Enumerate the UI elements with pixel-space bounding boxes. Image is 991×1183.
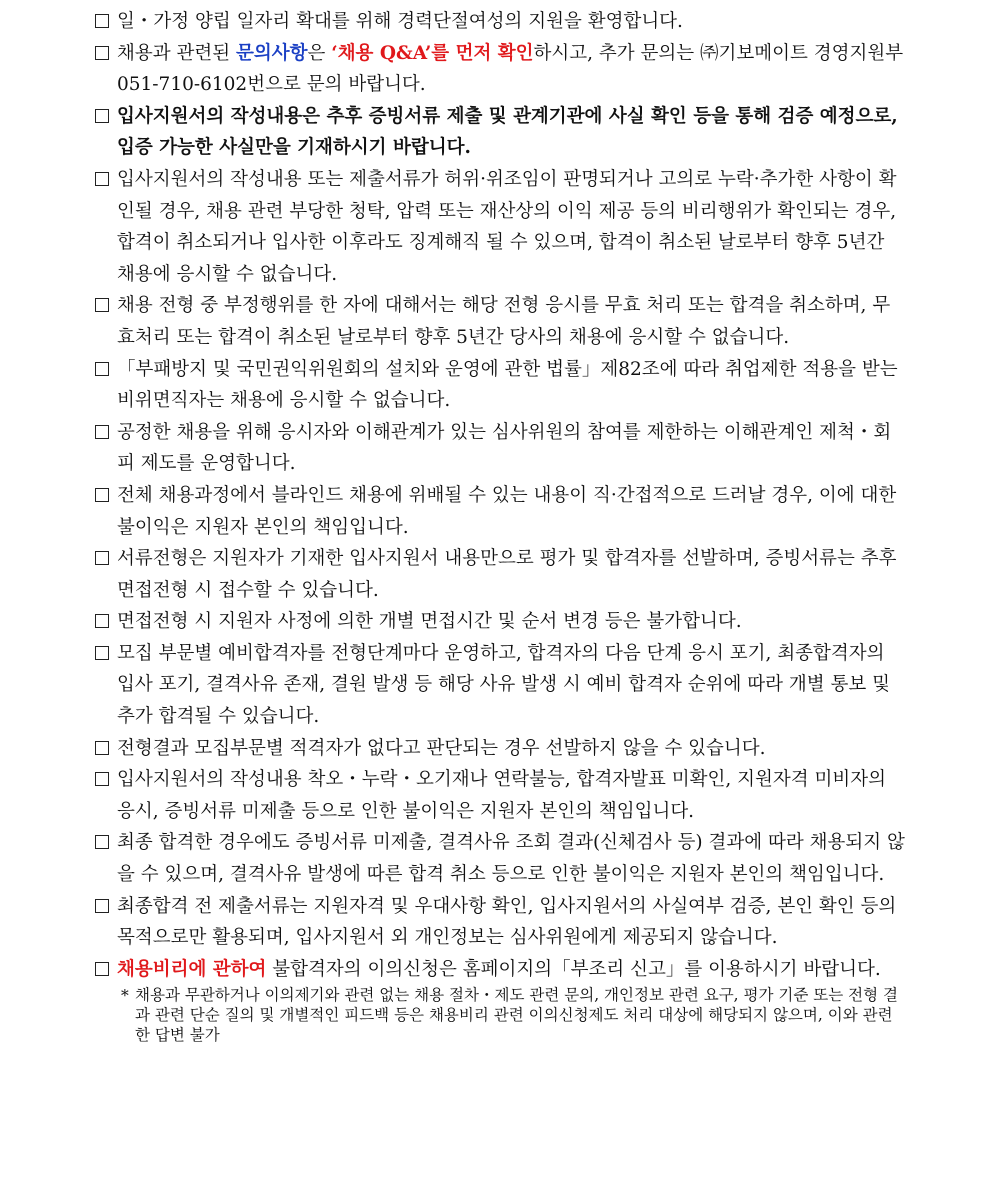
item-text: 「부패방지 및 국민권익위원회의 설치와 운영에 관한 법률」제82조에 따라 취업제한 적용을 받는 비위면직자는 채용에 응시할 수 없습니다.	[117, 358, 898, 412]
recruitment-corruption-highlight: 채용비리에 관하여	[117, 958, 267, 980]
notice-item-9	[95, 543, 905, 606]
notice-item-13	[95, 764, 905, 827]
item-text: 입사지원서의 작성내용 또는 제출서류가 허위·위조임이 판명되거나 고의로 누락·추가한 사항이 확인될 경우, 채용 관련 부당한 청탁, 압력 또는 재산상의 이익 제공 등의 비리행위가 확인되는 경우, 합격이 취소되거나 입사한 이후라도 징계해직 될 수 있으며, 합격이 취소된 날로부터 향후 5년간 채용에 응시할 수 없습니다.	[117, 168, 897, 285]
item-text: 최종 합격한 경우에도 증빙서류 미제출, 결격사유 조회 결과(신체검사 등) 결과에 따라 채용되지 않을 수 있으며, 결격사유 발생에 따른 합격 취소 등으로 인한 불이익은 지원자 본인의 책임입니다.	[117, 832, 905, 886]
checkbox-icon	[95, 298, 109, 312]
checkbox-icon	[95, 362, 109, 376]
notice-item-5	[95, 290, 905, 353]
notice-item-11	[95, 638, 905, 733]
notice-item-8	[95, 480, 905, 543]
footnote-text: 채용과 무관하거나 이의제기와 관련 없는 채용 절차・제도 관련 문의, 개인정보 관련 요구, 평가 기준 또는 전형 결과 관련 단순 질의 및 개별적인 피드백 등은 채용비리 관련 이의신청제도 처리 대상에 해당되지 않으며, 이와 관련한 답변 불가	[135, 986, 899, 1044]
item-text-post: 하시고, 추가 문의는 ㈜기보메이트 경영지원부 051-710-6102번으로 문의 바랍니다.	[117, 42, 904, 96]
item-text-mid: 은	[307, 42, 332, 64]
notice-item-6	[95, 354, 905, 417]
item-text: 채용 전형 중 부정행위를 한 자에 대해서는 해당 전형 응시를 무효 처리 또는 합격을 취소하며, 무효처리 또는 합격이 취소된 날로부터 향후 5년간 당사의 채용에 응시할 수 없습니다.	[117, 295, 891, 348]
item-text-pre: 채용과 관련된	[117, 42, 236, 64]
notice-item-12	[95, 733, 905, 765]
notice-item-14	[95, 827, 905, 890]
checkbox-icon	[95, 962, 109, 976]
item-text-post: 불합격자의 이의신청은 홈페이지의「부조리 신고」를 이용하시기 바랍니다.	[266, 958, 881, 980]
inquiry-highlight: 문의사항	[236, 42, 308, 64]
notice-item-7	[95, 417, 905, 480]
checkbox-icon	[95, 488, 109, 502]
checkbox-icon	[95, 772, 109, 786]
checkbox-icon	[95, 425, 109, 439]
item-text: 면접전형 시 지원자 사정에 의한 개별 면접시간 및 순서 변경 등은 불가합니다.	[117, 611, 742, 633]
footnote	[95, 986, 905, 1045]
checkbox-icon	[95, 46, 109, 60]
item-text: 모집 부문별 예비합격자를 전형단계마다 운영하고, 합격자의 다음 단계 응시 포기, 최종합격자의 입사 포기, 결격사유 존재, 결원 발생 등 해당 사유 발생 시 예비 합격자 순위에 따라 개별 통보 및 추가 합격될 수 있습니다.	[117, 642, 890, 728]
notice-item-3	[95, 101, 905, 164]
checkbox-icon	[95, 14, 109, 28]
footnote-marker: *	[121, 987, 129, 1006]
checkbox-icon	[95, 899, 109, 913]
qa-highlight: ‘채용 Q&A’를 먼저 확인	[331, 42, 534, 64]
item-text: 입사지원서의 작성내용 착오・누락・오기재나 연락불능, 합격자발표 미확인, 지원자격 미비자의 응시, 증빙서류 미제출 등으로 인한 불이익은 지원자 본인의 책임입니다.	[117, 769, 887, 822]
checkbox-icon	[95, 172, 109, 186]
notice-item-4	[95, 164, 905, 290]
notice-item-15	[95, 891, 905, 954]
notice-document	[95, 6, 905, 1045]
item-text: 서류전형은 지원자가 기재한 입사지원서 내용만으로 평가 및 합격자를 선발하며, 증빙서류는 추후 면접전형 시 접수할 수 있습니다.	[117, 548, 897, 601]
checkbox-icon	[95, 614, 109, 628]
item-text: 일・가정 양립 일자리 확대를 위해 경력단절여성의 지원을 환영합니다.	[117, 11, 683, 32]
notice-item-2	[95, 38, 905, 101]
checkbox-icon	[95, 646, 109, 660]
item-text: 전체 채용과정에서 블라인드 채용에 위배될 수 있는 내용이 직·간접적으로 드러날 경우, 이에 대한 불이익은 지원자 본인의 책임입니다.	[117, 484, 897, 538]
notice-item-10	[95, 606, 905, 638]
checkbox-icon	[95, 551, 109, 565]
item-text: 최종합격 전 제출서류는 지원자격 및 우대사항 확인, 입사지원서의 사실여부 검증, 본인 확인 등의 목적으로만 활용되며, 입사지원서 외 개인정보는 심사위원에게 제공되지 않습니다.	[117, 895, 897, 949]
notice-item-1	[95, 6, 905, 38]
checkbox-icon	[95, 741, 109, 755]
checkbox-icon	[95, 835, 109, 849]
item-text: 입사지원서의 작성내용은 추후 증빙서류 제출 및 관계기관에 사실 확인 등을 통해 검증 예정으로, 입증 가능한 사실만을 기재하시기 바랍니다.	[117, 105, 898, 159]
notice-item-16	[95, 954, 905, 986]
item-text: 공정한 채용을 위해 응시자와 이해관계가 있는 심사위원의 참여를 제한하는 이해관계인 제척・회피 제도를 운영합니다.	[117, 421, 892, 475]
item-text: 전형결과 모집부문별 적격자가 없다고 판단되는 경우 선발하지 않을 수 있습니다.	[117, 737, 766, 759]
checkbox-icon	[95, 109, 109, 123]
